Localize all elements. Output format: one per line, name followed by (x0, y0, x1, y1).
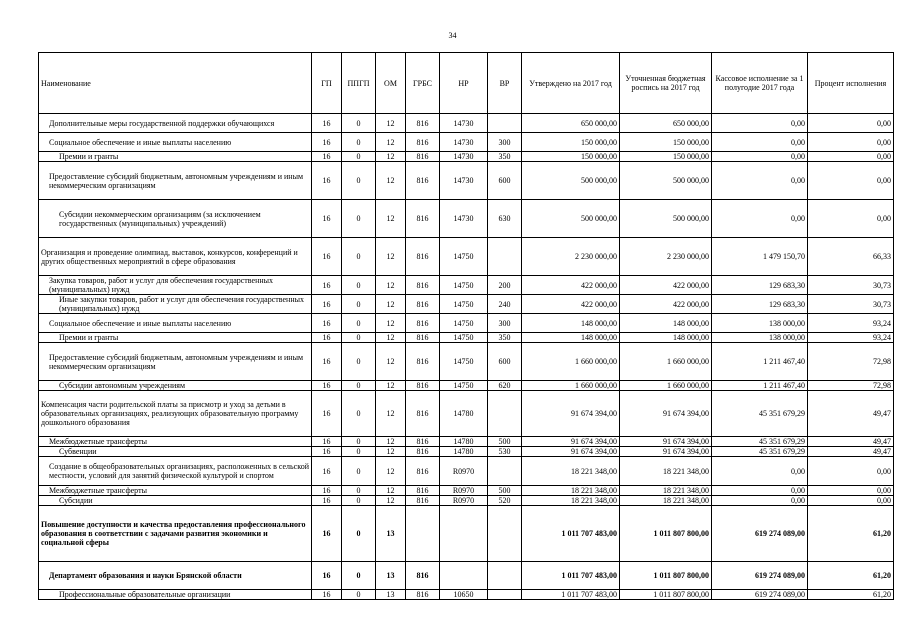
row-percent: 0,00 (808, 114, 894, 133)
row-grbs: 816 (406, 381, 440, 391)
table-row (39, 238, 894, 276)
row-gp: 16 (312, 562, 342, 590)
row-name: Департамент образования и науки Брянской области (39, 562, 312, 590)
row-vr: 600 (488, 343, 522, 381)
row-percent: 93,24 (808, 314, 894, 333)
row-approved: 148 000,00 (522, 314, 620, 333)
table-row (39, 314, 894, 333)
table-row (39, 562, 894, 590)
row-cash: 0,00 (712, 496, 808, 506)
row-percent: 0,00 (808, 486, 894, 496)
row-gp: 16 (312, 114, 342, 133)
row-name: Социальное обеспечение и иные выплаты населению (39, 133, 312, 152)
header-nr: НР (440, 53, 488, 114)
row-name: Профессиональные образовательные организации (39, 590, 312, 600)
row-gp: 16 (312, 133, 342, 152)
header-percent: Процент исполнения (808, 53, 894, 114)
row-grbs: 816 (406, 590, 440, 600)
row-nr: 14780 (440, 437, 488, 447)
row-pgp: 0 (342, 114, 376, 133)
row-grbs: 816 (406, 496, 440, 506)
row-vr: 300 (488, 133, 522, 152)
row-nr: 14750 (440, 333, 488, 343)
row-grbs: 816 (406, 343, 440, 381)
row-vr (488, 562, 522, 590)
row-pgp: 0 (342, 437, 376, 447)
row-grbs: 816 (406, 314, 440, 333)
row-cash: 619 274 089,00 (712, 590, 808, 600)
row-pgp: 0 (342, 200, 376, 238)
row-vr: 530 (488, 447, 522, 457)
header-name: Наименование (39, 53, 312, 114)
row-cash: 45 351 679,29 (712, 447, 808, 457)
row-nr: 14730 (440, 114, 488, 133)
row-name: Премии и гранты (39, 152, 312, 162)
row-om: 12 (376, 437, 406, 447)
row-percent: 0,00 (808, 162, 894, 200)
row-revised: 91 674 394,00 (620, 391, 712, 437)
row-grbs: 816 (406, 276, 440, 295)
row-gp: 16 (312, 391, 342, 437)
table-row (39, 590, 894, 600)
row-revised: 1 660 000,00 (620, 381, 712, 391)
header-om: ОМ (376, 53, 406, 114)
row-gp: 16 (312, 314, 342, 333)
row-revised: 422 000,00 (620, 276, 712, 295)
row-pgp: 0 (342, 381, 376, 391)
row-cash: 1 479 150,70 (712, 238, 808, 276)
row-gp: 16 (312, 486, 342, 496)
row-cash: 0,00 (712, 457, 808, 486)
row-name: Предоставление субсидий бюджетным, автономным учреждениям и иным некоммерческим организациям (39, 343, 312, 381)
row-gp: 16 (312, 506, 342, 562)
row-revised: 650 000,00 (620, 114, 712, 133)
header-grbs: ГРБС (406, 53, 440, 114)
row-om: 12 (376, 333, 406, 343)
row-gp: 16 (312, 333, 342, 343)
row-nr: 14750 (440, 295, 488, 314)
row-pgp: 0 (342, 343, 376, 381)
row-gp: 16 (312, 447, 342, 457)
row-name: Закупка товаров, работ и услуг для обеспечения государственных (муниципальных) нужд (39, 276, 312, 295)
row-cash: 45 351 679,29 (712, 437, 808, 447)
row-om: 12 (376, 314, 406, 333)
row-cash: 619 274 089,00 (712, 506, 808, 562)
row-approved: 650 000,00 (522, 114, 620, 133)
header-revised: Уточненная бюджетная роспись на 2017 год (620, 53, 712, 114)
row-revised: 18 221 348,00 (620, 496, 712, 506)
row-percent: 72,98 (808, 343, 894, 381)
row-gp: 16 (312, 295, 342, 314)
row-cash: 138 000,00 (712, 314, 808, 333)
row-name: Социальное обеспечение и иные выплаты населению (39, 314, 312, 333)
row-vr (488, 114, 522, 133)
row-cash: 0,00 (712, 200, 808, 238)
row-pgp: 0 (342, 447, 376, 457)
row-approved: 1 011 707 483,00 (522, 590, 620, 600)
table-row (39, 447, 894, 457)
header-vr: ВР (488, 53, 522, 114)
row-om: 12 (376, 457, 406, 486)
row-om: 13 (376, 590, 406, 600)
row-approved: 1 660 000,00 (522, 343, 620, 381)
row-approved: 150 000,00 (522, 133, 620, 152)
row-gp: 16 (312, 437, 342, 447)
row-name: Организация и проведение олимпиад, выставок, конкурсов, конференций и других общественных мероприятий в сфере образования (39, 238, 312, 276)
row-nr: 14780 (440, 447, 488, 457)
row-approved: 91 674 394,00 (522, 391, 620, 437)
row-approved: 2 230 000,00 (522, 238, 620, 276)
row-revised: 148 000,00 (620, 314, 712, 333)
row-vr: 630 (488, 200, 522, 238)
row-revised: 18 221 348,00 (620, 457, 712, 486)
row-nr: 14730 (440, 162, 488, 200)
row-pgp: 0 (342, 133, 376, 152)
row-name: Субсидии автономным учреждениям (39, 381, 312, 391)
row-revised: 91 674 394,00 (620, 447, 712, 457)
row-grbs: 816 (406, 238, 440, 276)
row-approved: 91 674 394,00 (522, 447, 620, 457)
row-revised: 500 000,00 (620, 162, 712, 200)
row-percent: 30,73 (808, 295, 894, 314)
row-name: Межбюджетные трансферты (39, 437, 312, 447)
row-grbs: 816 (406, 133, 440, 152)
row-nr: 10650 (440, 590, 488, 600)
table-row (39, 457, 894, 486)
table-row (39, 152, 894, 162)
row-approved: 18 221 348,00 (522, 496, 620, 506)
row-cash: 129 683,30 (712, 276, 808, 295)
row-name: Повышение доступности и качества предоставления профессионального образования в соответствии с задачами развития экономики и социальной сферы (39, 506, 312, 562)
row-nr (440, 562, 488, 590)
row-gp: 16 (312, 152, 342, 162)
row-vr (488, 506, 522, 562)
row-vr: 500 (488, 486, 522, 496)
table-row (39, 295, 894, 314)
row-pgp: 0 (342, 562, 376, 590)
row-grbs: 816 (406, 562, 440, 590)
row-cash: 0,00 (712, 162, 808, 200)
row-percent: 49,47 (808, 447, 894, 457)
row-vr: 300 (488, 314, 522, 333)
row-percent: 49,47 (808, 437, 894, 447)
row-pgp: 0 (342, 276, 376, 295)
header-approved: Утверждено на 2017 год (522, 53, 620, 114)
row-approved: 422 000,00 (522, 295, 620, 314)
row-vr: 200 (488, 276, 522, 295)
row-name: Субсидии некоммерческим организациям (за исключением государственных (муниципальных) учреждений) (39, 200, 312, 238)
row-revised: 150 000,00 (620, 152, 712, 162)
row-grbs: 816 (406, 152, 440, 162)
row-nr (440, 506, 488, 562)
row-om: 12 (376, 343, 406, 381)
row-pgp: 0 (342, 391, 376, 437)
row-revised: 1 011 807 800,00 (620, 590, 712, 600)
row-pgp: 0 (342, 506, 376, 562)
row-om: 12 (376, 496, 406, 506)
row-approved: 91 674 394,00 (522, 437, 620, 447)
table-row (39, 486, 894, 496)
row-grbs: 816 (406, 447, 440, 457)
budget-table (38, 52, 894, 600)
row-nr: 14750 (440, 314, 488, 333)
row-pgp: 0 (342, 314, 376, 333)
row-percent: 61,20 (808, 506, 894, 562)
row-name: Субвенции (39, 447, 312, 457)
row-grbs: 816 (406, 162, 440, 200)
row-cash: 45 351 679,29 (712, 391, 808, 437)
row-approved: 148 000,00 (522, 333, 620, 343)
row-nr: 14730 (440, 152, 488, 162)
row-percent: 93,24 (808, 333, 894, 343)
row-grbs: 816 (406, 486, 440, 496)
table-row (39, 506, 894, 562)
row-gp: 16 (312, 496, 342, 506)
row-om: 12 (376, 162, 406, 200)
row-gp: 16 (312, 590, 342, 600)
row-om: 13 (376, 506, 406, 562)
row-revised: 422 000,00 (620, 295, 712, 314)
row-vr (488, 391, 522, 437)
row-grbs (406, 506, 440, 562)
row-approved: 422 000,00 (522, 276, 620, 295)
row-cash: 1 211 467,40 (712, 343, 808, 381)
row-om: 12 (376, 200, 406, 238)
row-name: Межбюджетные трансферты (39, 486, 312, 496)
row-revised: 1 660 000,00 (620, 343, 712, 381)
row-revised: 150 000,00 (620, 133, 712, 152)
row-vr: 500 (488, 437, 522, 447)
row-nr: R0970 (440, 457, 488, 486)
row-grbs: 816 (406, 295, 440, 314)
row-name: Создание в общеобразовательных организациях, расположенных в сельской местности, условий для занятий физической культурой и спортом (39, 457, 312, 486)
row-om: 12 (376, 152, 406, 162)
row-gp: 16 (312, 457, 342, 486)
row-gp: 16 (312, 162, 342, 200)
row-gp: 16 (312, 381, 342, 391)
row-percent: 61,20 (808, 562, 894, 590)
row-om: 12 (376, 381, 406, 391)
row-vr: 350 (488, 333, 522, 343)
row-cash: 138 000,00 (712, 333, 808, 343)
row-percent: 0,00 (808, 200, 894, 238)
row-gp: 16 (312, 343, 342, 381)
row-cash: 0,00 (712, 152, 808, 162)
row-grbs: 816 (406, 333, 440, 343)
table-row (39, 343, 894, 381)
table-row (39, 114, 894, 133)
row-nr: R0970 (440, 496, 488, 506)
row-name: Компенсация части родительской платы за присмотр и уход за детьми в образовательных организациях, реализующих образовательную программу дошкольного образования (39, 391, 312, 437)
row-revised: 18 221 348,00 (620, 486, 712, 496)
table-row (39, 437, 894, 447)
row-approved: 18 221 348,00 (522, 486, 620, 496)
row-revised: 1 011 807 800,00 (620, 506, 712, 562)
row-grbs: 816 (406, 391, 440, 437)
row-pgp: 0 (342, 496, 376, 506)
row-vr: 240 (488, 295, 522, 314)
table-row (39, 496, 894, 506)
row-approved: 500 000,00 (522, 162, 620, 200)
row-percent: 0,00 (808, 457, 894, 486)
table-row (39, 391, 894, 437)
row-grbs: 816 (406, 114, 440, 133)
row-om: 12 (376, 114, 406, 133)
row-approved: 500 000,00 (522, 200, 620, 238)
row-percent: 0,00 (808, 133, 894, 152)
row-om: 12 (376, 238, 406, 276)
row-revised: 1 011 807 800,00 (620, 562, 712, 590)
row-pgp: 0 (342, 295, 376, 314)
row-percent: 0,00 (808, 496, 894, 506)
row-om: 12 (376, 133, 406, 152)
row-percent: 30,73 (808, 276, 894, 295)
table-row (39, 200, 894, 238)
row-nr: 14750 (440, 343, 488, 381)
row-vr: 520 (488, 496, 522, 506)
table-row (39, 381, 894, 391)
row-gp: 16 (312, 238, 342, 276)
row-percent: 66,33 (808, 238, 894, 276)
row-grbs: 816 (406, 200, 440, 238)
row-cash: 129 683,30 (712, 295, 808, 314)
row-vr (488, 238, 522, 276)
row-percent: 72,98 (808, 381, 894, 391)
row-cash: 1 211 467,40 (712, 381, 808, 391)
row-cash: 619 274 089,00 (712, 562, 808, 590)
row-pgp: 0 (342, 162, 376, 200)
header-cash: Кассовое исполнение за 1 полугодие 2017 года (712, 53, 808, 114)
row-revised: 2 230 000,00 (620, 238, 712, 276)
row-nr: 14750 (440, 276, 488, 295)
row-revised: 91 674 394,00 (620, 437, 712, 447)
page-number: 34 (448, 31, 457, 40)
row-vr: 620 (488, 381, 522, 391)
row-pgp: 0 (342, 333, 376, 343)
row-percent: 0,00 (808, 152, 894, 162)
row-percent: 61,20 (808, 590, 894, 600)
row-om: 12 (376, 276, 406, 295)
row-om: 12 (376, 295, 406, 314)
row-vr: 600 (488, 162, 522, 200)
header-gp: ГП (312, 53, 342, 114)
row-grbs: 816 (406, 457, 440, 486)
row-name: Премии и гранты (39, 333, 312, 343)
row-nr: 14730 (440, 200, 488, 238)
row-vr (488, 457, 522, 486)
row-percent: 49,47 (808, 391, 894, 437)
row-nr: R0970 (440, 486, 488, 496)
row-nr: 14750 (440, 381, 488, 391)
row-approved: 1 011 707 483,00 (522, 506, 620, 562)
row-pgp: 0 (342, 152, 376, 162)
row-cash: 0,00 (712, 133, 808, 152)
row-approved: 18 221 348,00 (522, 457, 620, 486)
row-cash: 0,00 (712, 486, 808, 496)
row-approved: 1 011 707 483,00 (522, 562, 620, 590)
row-nr: 14730 (440, 133, 488, 152)
row-approved: 150 000,00 (522, 152, 620, 162)
row-name: Иные закупки товаров, работ и услуг для обеспечения государственных (муниципальных) нужд (39, 295, 312, 314)
row-nr: 14750 (440, 238, 488, 276)
table-row (39, 162, 894, 200)
row-revised: 500 000,00 (620, 200, 712, 238)
row-pgp: 0 (342, 238, 376, 276)
row-gp: 16 (312, 200, 342, 238)
row-vr (488, 590, 522, 600)
row-cash: 0,00 (712, 114, 808, 133)
row-om: 12 (376, 447, 406, 457)
row-approved: 1 660 000,00 (522, 381, 620, 391)
table-row (39, 276, 894, 295)
row-om: 12 (376, 391, 406, 437)
row-pgp: 0 (342, 486, 376, 496)
row-vr: 350 (488, 152, 522, 162)
row-revised: 148 000,00 (620, 333, 712, 343)
table-row (39, 133, 894, 152)
row-pgp: 0 (342, 457, 376, 486)
row-pgp: 0 (342, 590, 376, 600)
row-gp: 16 (312, 276, 342, 295)
row-name: Субсидии (39, 496, 312, 506)
header-pgp: ППГП (342, 53, 376, 114)
row-om: 12 (376, 486, 406, 496)
row-nr: 14780 (440, 391, 488, 437)
row-grbs: 816 (406, 437, 440, 447)
row-name: Предоставление субсидий бюджетным, автономным учреждениям и иным некоммерческим организациям (39, 162, 312, 200)
table-header-row (39, 53, 894, 114)
table-row (39, 333, 894, 343)
row-om: 13 (376, 562, 406, 590)
row-name: Дополнительные меры государственной поддержки обучающихся (39, 114, 312, 133)
